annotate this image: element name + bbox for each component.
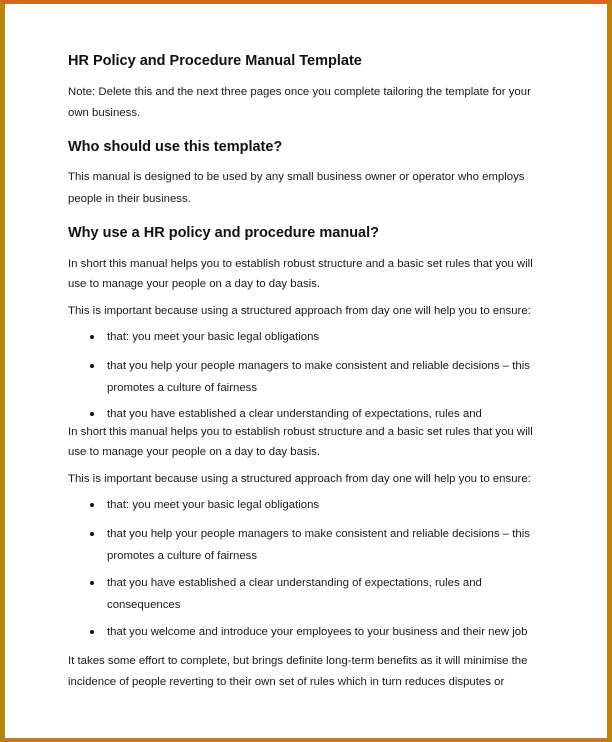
bullet-item: that you help your people managers to make consistent and reliable decisions – this (107, 528, 530, 540)
note-text-line2: own business. (68, 107, 141, 119)
bullet-dot (90, 581, 94, 585)
section-why-intro-line1: In short this manual helps you to establish robust structure and a basic set rules that you will (68, 258, 533, 270)
repeat-intro-line2: use to manage your people on a day to day basis. (68, 446, 321, 458)
bullet-dot (90, 335, 94, 339)
bullet-item: that: you meet your basic legal obligations (107, 499, 320, 511)
closing-line1: It takes some effort to complete, but brings definite long-term benefits as it will minimise the (68, 655, 528, 667)
section-who-line2: people in their business. (68, 193, 191, 205)
repeat-important: This is important because using a structured approach from day one will help you to ensure: (68, 473, 531, 485)
section-who-line1: This manual is designed to be used by any small business owner or operator who employs (68, 171, 525, 183)
bullet-dot (90, 630, 94, 634)
bullet-dot (90, 532, 94, 536)
bullet-item-continuation: consequences (107, 599, 181, 611)
bullet-dot (90, 503, 94, 507)
section-why-important: This is important because using a structured approach from day one will help you to ensure: (68, 305, 531, 317)
section-heading-why: Why use a HR policy and procedure manual? (68, 225, 380, 241)
bullet-item: that you have established a clear understanding of expectations, rules and (107, 408, 482, 420)
bullet-item: that you welcome and introduce your employees to your business and their new job (107, 626, 528, 638)
bullet-dot (90, 412, 94, 416)
note-text-line1: Note: Delete this and the next three pages once you complete tailoring the template for your (68, 86, 531, 98)
bullet-item: that: you meet your basic legal obligations (107, 331, 320, 343)
repeat-intro-line1: In short this manual helps you to establish robust structure and a basic set rules that you will (68, 426, 533, 438)
document-title: HR Policy and Procedure Manual Template (68, 53, 362, 69)
closing-line2: incidence of people reverting to their own set of rules which in turn reduces disputes or (68, 676, 505, 688)
bullet-dot (90, 364, 94, 368)
bullet-item-continuation: promotes a culture of fairness (107, 382, 258, 394)
section-heading-who: Who should use this template? (68, 139, 283, 155)
bullet-item: that you have established a clear understanding of expectations, rules and (107, 577, 482, 589)
bullet-item: that you help your people managers to make consistent and reliable decisions – this (107, 360, 530, 372)
bullet-item-continuation: promotes a culture of fairness (107, 550, 258, 562)
section-why-intro-line2: use to manage your people on a day to day basis. (68, 278, 321, 290)
